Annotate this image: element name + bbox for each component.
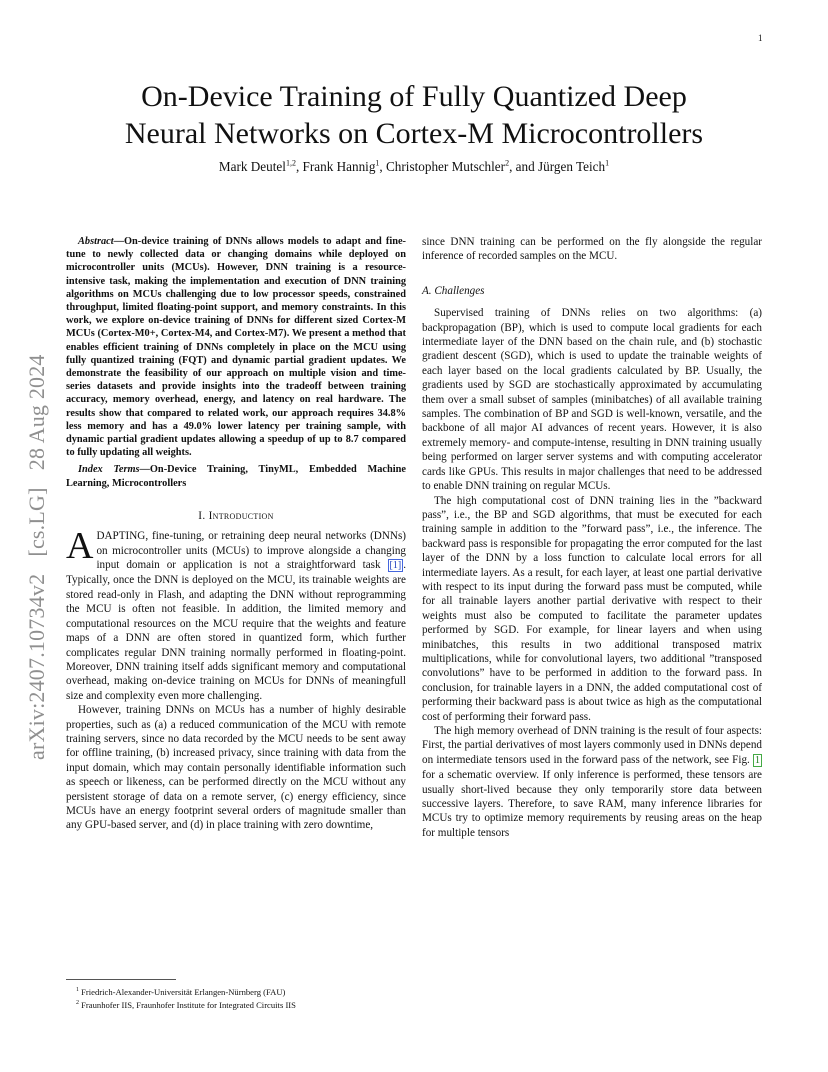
- citation-link[interactable]: [1]: [389, 560, 402, 572]
- footnote-text: Fraunhofer IIS, Fraunhofer Institute for Integrated Circuits IIS: [81, 1000, 296, 1011]
- author-list: [70, 158, 758, 176]
- drop-cap: A: [66, 525, 94, 568]
- affiliation-mark: 2: [505, 158, 510, 168]
- abstract-text: —On-device training of DNNs allows models to adapt and fine-tune to newly collected data or changing domains while deployed on microcontroller units (MCUs). However, DNN training is a resource-intensive task, making the implementation and execution of DNN training algorithms on MCUs challenging due to low processor speeds, constrained throughput, limited floating-point support, and memory constraints. In this work, we explore on-device training of DNNs for different sized Cortex-M MCUs (Cortex-M0+, Cortex-M4, and Cortex-M7). We present a method that enables efficient training of DNNs completely in place on the MCU using fully quantized training (FQT) and dynamic partial gradient updates. We demonstrate the feasibility of our approach on multiple vision and time-series datasets and provide insights into the tradeoff between training accuracy, memory overhead, energy, and latency on real hardware. The results show that compared to related work, our approach requires 34.8% less memory and has a 49.0% lower latency per training sample, with dynamic partial gradient updates allowing a speedup of up to 8.7 compared to fully updating all weights.: [66, 236, 406, 459]
- intro-paragraph-1: [66, 525, 406, 703]
- affiliation-mark: 1: [375, 158, 380, 168]
- arxiv-stamp: [24, 354, 50, 760]
- footnote-mark: 2: [76, 1000, 79, 1007]
- footnote-text: Friedrich-Alexander-Universität Erlangen-Nürnberg (FAU): [81, 986, 286, 997]
- subsection-heading-challenges: A. Challenges: [422, 284, 485, 297]
- affiliation-mark: 1: [605, 158, 610, 168]
- author-name: Mark Deutel: [218, 159, 286, 174]
- index-terms-label: Index Terms: [78, 464, 140, 476]
- challenges-paragraph-3: [422, 724, 762, 840]
- paper-title: [70, 78, 758, 152]
- intro-p1-text-b: . Typically, once the DNN is deployed on the MCU, its trainable weights are stored read-only in Flash, and adapting the DNN without reprogramming the MCU is often not feasible. In addition, the limited memory and computational resources on the MCU require that the weights and feature maps of a DNN are often stored in quantized form, which further complicates regular DNN training normally performed in floating-point. Moreover, DNN training itself adds significant memory and computational overhead, making on-device training on MCUs for DNNs of meaningfull size and complexity even more challenging.: [66, 559, 406, 702]
- right-paragraph-continued: since DNN training can be performed on the fly alongside the regular inference of recorded samples on the MCU.: [422, 236, 762, 263]
- p3-text-a: The high memory overhead of DNN training is the result of four aspects: First, the partial derivatives of most layers commonly used in DNNs depend on intermediate tensors used in the forward pass of the network, see Fig.: [422, 725, 762, 766]
- author-name: , and Jürgen Teich: [509, 159, 606, 174]
- footnote-mark: 1: [76, 987, 79, 993]
- abstract-label: Abstract: [78, 236, 114, 247]
- index-terms: [66, 463, 406, 489]
- footnote-2: [76, 998, 406, 1011]
- footnotes: [76, 985, 406, 1012]
- figure-reference-link[interactable]: 1: [755, 754, 760, 766]
- index-terms-text: —On-Device Training, TinyML, Embedded Machine Learning, Microcontrollers: [66, 464, 406, 489]
- p3-text-b: for a schematic overview. If only inference is performed, these tensors are usually short-lived because they only temporarily store data between successive layers. Therefore, to save RAM, many inference libraries for MCUs try to optimize memory requirements by reusing areas on the heap for multiple tensors: [422, 769, 762, 839]
- title-line-1: On-Device Training of Fully Quantized Deep: [141, 80, 687, 113]
- arxiv-date: 28 Aug 2024: [24, 354, 49, 471]
- challenges-paragraph-1: Supervised training of DNNs relies on two algorithms: (a) backpropagation (BP), which is used to compute local gradients for each intermediate layer of the DNN based on the chain rule, and (b) stochastic gradient descent (SGD), which is used to update the trainable weights of each layer based on the local gradients calculated by BP. Usually, the gradients used by SGD are stochastically approximated by accumulating them over a small subset of samples (minibatches) of all available training samples. The combination of BP and SGD is well-known, versatile, and the backbone of all major AI advances of recent years. However, it is also extremely memory- and compute-intense, resulting in DNN training usually being performed on larger server systems and with computing accelerator cards like GPUs. This results in major challenges that need to be addressed to enable DNN training on regular MCUs.: [422, 307, 762, 493]
- section-heading-introduction: I. Introduction: [198, 509, 274, 522]
- arxiv-category: [cs.LG]: [24, 487, 49, 557]
- title-line-2: Neural Networks on Cortex-M Microcontrollers: [124, 117, 704, 150]
- left-column: [66, 235, 406, 833]
- arxiv-id: arXiv:2407.10734v2: [24, 573, 49, 760]
- challenges-paragraph-2: The high computational cost of DNN training lies in the ”backward pass”, i.e., the BP and SGD algorithms, that must be executed for each training sample in addition to the ”forward pass”, i.e., the inference. The backward pass is responsible for propagating the error computed for the last layer of the DNN by a loss function to calculate local errors for all intermediate layers. As a result, for each layer, at least one partial derivative with respect to its input during the forward pass must be computed, while for all trainable layers another partial derivative with respect to their weights must also be computed to facilitate the parameter updates performed by SGD. For example, for linear layers and when using minibatches, this results in two additional transposed matrix multiplications, while for convolutional layers, two additional ”transposed convolutions” have to be performed in addition to the forward pass. In conclusion, for trainable layers in a DNN, the added computational cost of performing their backward pass is about twice as high as the computational cost of performing their forward pass.: [422, 494, 762, 723]
- author-name: , Christopher Mutschler: [379, 159, 506, 174]
- author-name: , Frank Hannig: [295, 159, 376, 174]
- intro-paragraph-2: However, training DNNs on MCUs has a number of highly desirable properties, such as (a) a reduced communication of the MCU with remote training servers, since no data recorded by the MCU needs to be sent away for offline training, (b) increased privacy, since training with data from the input domain, which may contain personally identifiable information such as speech or likeness, can be performed directly on the MCU without any persistent storage of data on a remote server, (c) energy efficiency, since MCUs have an energy footprint several orders of magnitude smaller than any GPU-based server, and (d) in place training with zero downtime,: [66, 704, 406, 832]
- affiliation-mark: 1,2: [285, 158, 296, 168]
- footnote-1: [76, 985, 406, 998]
- footnote-divider: [66, 979, 176, 980]
- abstract: [66, 235, 406, 459]
- right-column: [422, 235, 762, 840]
- page-number: 1: [758, 33, 763, 43]
- intro-p1-text-a: DAPTING, fine-tuning, or retraining deep neural networks (DNNs) on microcontroller units (MCUs) to improve alongside a changing input domain or application is not a straightforward task: [96, 530, 406, 572]
